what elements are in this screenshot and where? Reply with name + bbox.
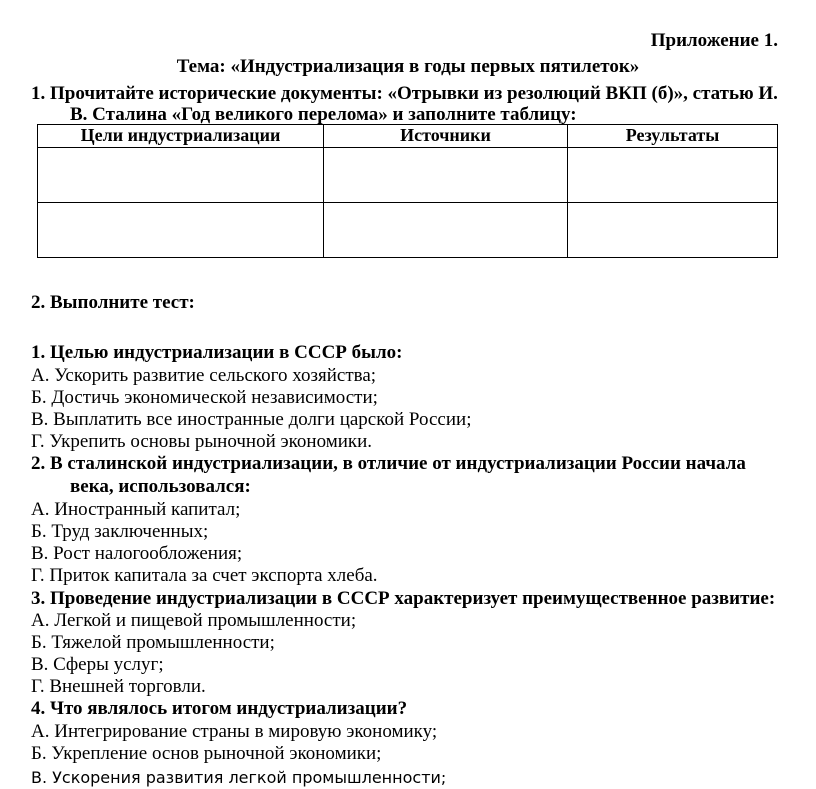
- option-1a: А. Ускорить развитие сельского хозяйства;: [31, 365, 377, 386]
- table-cell[interactable]: [38, 148, 324, 203]
- table-cell[interactable]: [38, 203, 324, 258]
- task1-instruction-line2: В. Сталина «Год великого перелома» и заполните таблицу:: [70, 104, 577, 125]
- header-goals: Цели индустриализации: [38, 125, 324, 148]
- header-sources: Источники: [324, 125, 568, 148]
- option-3b: Б. Тяжелой промышленности;: [31, 632, 275, 653]
- option-2b: Б. Труд заключенных;: [31, 521, 209, 542]
- question-3: 3. Проведение индустриализации в СССР характеризует преимущественное развитие:: [31, 588, 776, 609]
- question-1: 1. Целью индустриализации в СССР было:: [31, 342, 403, 363]
- task2-heading: 2. Выполните тест:: [31, 292, 195, 313]
- task1-instruction-line1: 1. Прочитайте исторические документы: «Отрывки из резолюций ВКП (б)», статью И.: [31, 83, 778, 104]
- option-4b: Б. Укрепление основ рыночной экономики;: [31, 743, 382, 764]
- table-cell[interactable]: [324, 148, 568, 203]
- table-cell[interactable]: [324, 203, 568, 258]
- table-row: [38, 203, 778, 258]
- question-4: 4. Что являлось итогом индустриализации?: [31, 698, 408, 719]
- option-3c: В. Сферы услуг;: [31, 654, 164, 675]
- option-2c: В. Рост налогообложения;: [31, 543, 243, 564]
- table-cell[interactable]: [568, 148, 778, 203]
- option-2d: Г. Приток капитала за счет экспорта хлеба.: [31, 565, 378, 586]
- table-row: [38, 148, 778, 203]
- header-results: Результаты: [568, 125, 778, 148]
- option-2a: А. Иностранный капитал;: [31, 499, 241, 520]
- appendix-label: Приложение 1.: [650, 30, 778, 51]
- table-header-row: [38, 125, 778, 148]
- option-4a: А. Интегрирование страны в мировую экономику;: [31, 721, 438, 742]
- question-2-cont: века, использовался:: [70, 476, 251, 497]
- option-1c: В. Выплатить все иностранные долги царской России;: [31, 409, 472, 430]
- option-1d: Г. Укрепить основы рыночной экономики.: [31, 431, 373, 452]
- option-3a: А. Легкой и пищевой промышленности;: [31, 610, 357, 631]
- option-4c: В. Ускорения развития легкой промышленности;: [31, 768, 447, 787]
- topic-title: Тема: «Индустриализация в годы первых пятилеток»: [176, 56, 640, 77]
- option-1b: Б. Достичь экономической независимости;: [31, 387, 378, 408]
- question-2: 2. В сталинской индустриализации, в отличие от индустриализации России начала: [31, 453, 746, 474]
- answer-table: [37, 124, 778, 258]
- table-cell[interactable]: [568, 203, 778, 258]
- option-3d: Г. Внешней торговли.: [31, 676, 206, 697]
